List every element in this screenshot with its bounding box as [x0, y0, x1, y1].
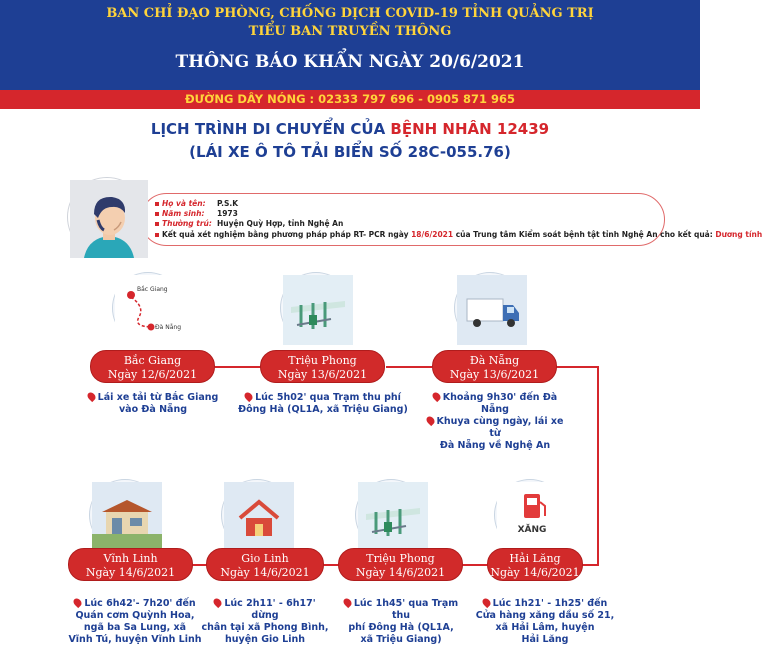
org-line-1: BAN CHỈ ĐẠO PHÒNG, CHỐNG DỊCH COVID-19 TỈNH QUẢNG TRỊ — [106, 6, 594, 21]
desc-line: Lúc 2h11' - 6h17' dừng — [224, 598, 316, 621]
desc-da-nang — [420, 392, 570, 452]
map-label-from: Bắc Giang — [137, 286, 168, 293]
test-mid: của Trung tâm Kiểm soát bệnh tật tỉnh Nghệ An cho kết quả: — [453, 230, 716, 239]
stop-place: Đà Nẵng — [469, 354, 520, 367]
toll-station-icon — [356, 480, 426, 550]
test-date: 18/6/2021 — [411, 230, 454, 239]
desc-trieu-phong-1 — [238, 392, 408, 416]
desc-gio-linh — [200, 598, 330, 646]
patient-birth: 1973 — [217, 209, 238, 218]
connector-line — [215, 366, 261, 368]
stop-place: Gio Linh — [241, 552, 289, 565]
stop-place: Bắc Giang — [123, 354, 182, 367]
bullet-icon — [155, 222, 159, 226]
name-label: Họ và tên: — [162, 199, 206, 208]
schedule-title-prefix: LỊCH TRÌNH DI CHUYỂN CỦA — [150, 120, 391, 138]
patient-avatar — [68, 178, 146, 256]
connector-line — [386, 366, 432, 368]
desc-line: xã Triệu Giang) — [360, 634, 442, 645]
stop-place: Triệu Phong — [366, 552, 435, 565]
fuel-label: XĂNG — [517, 525, 547, 535]
map-label-to: Đà Nẵng — [155, 324, 182, 331]
patient-test-row — [155, 230, 762, 239]
desc-line: Lúc 1h45' qua Trạm thu — [353, 598, 459, 621]
stop-date: Ngày 13/6/2021 — [277, 368, 368, 381]
route-map-icon — [113, 273, 183, 343]
location-pin-icon — [342, 597, 353, 608]
desc-line: Vĩnh Tú, huyện Vĩnh Linh — [68, 634, 202, 645]
truck-icon — [455, 273, 525, 343]
location-pin-icon — [72, 597, 83, 608]
stop-date: Ngày 14/6/2021 — [490, 566, 580, 579]
stop-place: Hải Lăng — [509, 552, 561, 565]
stop-date: Ngày 14/6/2021 — [220, 566, 310, 579]
patient-icon — [70, 180, 148, 258]
stop-gio-linh — [206, 548, 324, 581]
schedule-subtitle: (LÁI XE Ô TÔ TẢI BIỂN SỐ 28C-055.76) — [189, 143, 511, 161]
desc-hai-lang — [470, 598, 620, 646]
patient-birth-row — [155, 209, 238, 218]
desc-line: xã Hải Lâm, huyện — [495, 622, 595, 633]
bullet-icon — [155, 202, 159, 206]
fuel-station-icon — [495, 480, 565, 550]
desc-line: huyện Gio Linh — [225, 634, 305, 645]
patient-name-row — [155, 199, 238, 208]
desc-line: Lái xe tải từ Bắc Giang — [97, 392, 219, 403]
desc-line: Đông Hà (QL1A, xã Triệu Giang) — [238, 404, 408, 415]
patient-id: BỆNH NHÂN 12439 — [390, 120, 550, 138]
house-icon — [222, 480, 292, 550]
bullet-icon — [155, 212, 159, 216]
bullet-icon — [155, 233, 159, 237]
location-pin-icon — [243, 391, 254, 402]
desc-line: chân tại xã Phong Bình, — [201, 622, 329, 633]
schedule-title — [0, 120, 700, 138]
desc-bac-giang — [78, 392, 228, 416]
connector-line — [462, 564, 490, 566]
desc-vinh-linh — [60, 598, 210, 646]
stop-da-nang — [432, 350, 557, 383]
stop-date: Ngày 12/6/2021 — [107, 368, 198, 381]
stop-date: Ngày 14/6/2021 — [355, 566, 446, 579]
location-pin-icon — [86, 391, 97, 402]
toll-station-icon — [281, 273, 351, 343]
stop-date: Ngày 14/6/2021 — [85, 566, 176, 579]
stop-place: Triệu Phong — [288, 354, 357, 367]
org-line-2: TIỂU BAN TRUYỀN THÔNG — [248, 24, 452, 39]
stop-trieu-phong-1 — [260, 350, 385, 383]
hotline-bar: ĐƯỜNG DÂY NÓNG : 02333 797 696 - 0905 871 965 — [0, 90, 700, 109]
desc-line: Khuya cùng ngày, lái xe từ — [436, 416, 564, 439]
location-pin-icon — [424, 415, 435, 426]
stop-vinh-linh — [68, 548, 193, 581]
connector-line — [556, 366, 598, 368]
desc-line: Lúc 6h42'- 7h20' đến — [84, 598, 196, 609]
header-banner — [0, 0, 700, 90]
desc-line: Quán cơm Quỳnh Hoa, — [75, 610, 195, 621]
stop-hai-lang — [487, 548, 583, 581]
stop-date: Ngày 13/6/2021 — [449, 368, 540, 381]
desc-line: Đà Nẵng về Nghệ An — [439, 440, 551, 451]
test-prefix: Kết quả xét nghiệm bằng phương pháp pháp RT- PCR ngày — [162, 230, 412, 239]
stop-place: Vĩnh Linh — [103, 552, 158, 565]
patient-name: P.S.K — [217, 199, 239, 208]
patient-address: Huyện Quỳ Hợp, tỉnh Nghệ An — [217, 219, 344, 228]
location-pin-icon — [212, 597, 223, 608]
location-pin-icon — [481, 597, 492, 608]
location-pin-icon — [431, 391, 442, 402]
desc-line: Hải Lăng — [521, 634, 569, 645]
stop-trieu-phong-2 — [338, 548, 463, 581]
patient-address-row — [155, 219, 343, 228]
test-result: Dương tính — [715, 230, 762, 239]
address-label: Thường trú: — [162, 219, 212, 228]
desc-line: Lúc 5h02' qua Trạm thu phí — [255, 392, 401, 403]
notice-title: THÔNG BÁO KHẨN NGÀY 20/6/2021 — [175, 52, 525, 72]
desc-line: Lúc 1h21' - 1h25' đến — [492, 598, 608, 609]
restaurant-icon — [90, 480, 160, 550]
desc-line: phí Đông Hà (QL1A, — [348, 622, 454, 633]
desc-line: vào Đà Nẵng — [118, 404, 188, 415]
desc-line: Khoảng 9h30' đến Đà Nẵng — [442, 392, 558, 415]
desc-trieu-phong-2 — [336, 598, 466, 646]
desc-line: Cửa hàng xăng dầu số 21, — [475, 610, 615, 621]
desc-line: ngã ba Sa Lung, xã — [83, 622, 187, 633]
connector-line — [597, 366, 599, 565]
birth-label: Năm sinh: — [162, 209, 205, 218]
stop-bac-giang — [90, 350, 215, 383]
